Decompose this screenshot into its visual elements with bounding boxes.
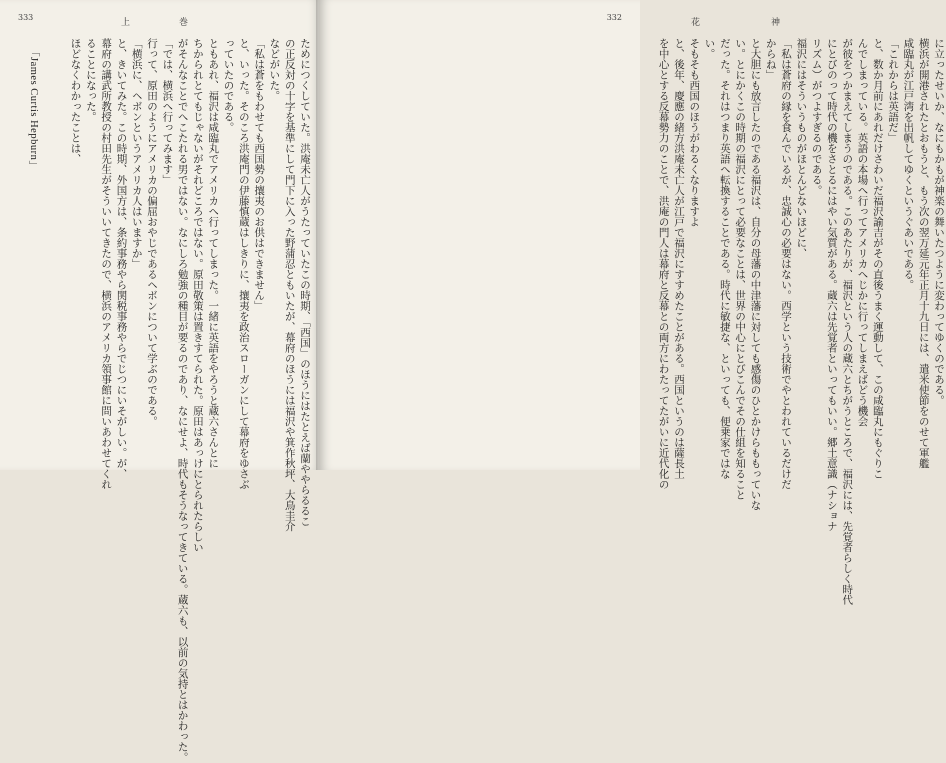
left-text-column: 「では、横浜へ行ってみます」 xyxy=(161,38,174,185)
left-text-column: の正反対の十字を基準にして門下に入った野蒲忍ともいたが、幕府のほうには福沢や箕作秋坪、大鳥圭介 xyxy=(283,38,296,532)
right-text-column: 横浜が開港されたとおもうと、もう次の翌万延元年正月十九日には、遣米使節をのせて軍艦 xyxy=(917,38,930,469)
right-text-column: に立ったせいか、なにもかもが神楽の舞いたつように変わってゆくのである。 xyxy=(933,38,945,406)
right-text-column: 福沢にはそういうものがほとんどないほどに、 xyxy=(795,38,808,259)
left-text-column: ためにつくしていた。洪庵未亡人がうたっていたこの時期、「西国」のほうにはたとえば蘭ややらるるこ xyxy=(299,38,311,527)
running-head-left-2: 巻 xyxy=(177,17,187,27)
left-text-column: と、きいてみた。この時期、外国方は、条約事務やら関税事務やらでじつにいそがしい。が、 xyxy=(115,38,128,479)
latin-name: 「James Curtis Hepburn」 xyxy=(28,46,39,172)
left-text-column: ほどなくわかったことは、 xyxy=(69,38,82,164)
right-text-column: を中心とする反幕勢力のことで、洪庵の門人は幕府と反幕との両方にわたってたがいに近代化の xyxy=(657,38,670,490)
page-number-left: 333 xyxy=(18,13,34,22)
left-text-column: ちかられとてもじゃないがそれどころではない。原田敬策は置きすてられた。原田はあっけにとられたらしい xyxy=(191,38,204,553)
running-head-right-1: 花 xyxy=(689,17,699,27)
right-text-column: と、数か月前にあれだけさわいだ福沢諭吉がその直後うまく運動して、この咸臨丸にもぐりこ xyxy=(871,38,884,479)
right-text-column: が彼をつかまえてしまうのである。このあたりが、福沢という人の蔵六とちがうところで、福沢には、先覚者らしく時代 xyxy=(841,38,854,605)
right-text-column: 「私は蒼府の縁を食んでいるが、忠誠心の必要はない。西学という技術でやとわれているだけだ xyxy=(780,38,793,490)
right-text-column: い。 xyxy=(703,38,716,59)
right-text-column: だった。それはつまり英語へ転換することである。時代に敏捷な、といっても、便乗家ではな xyxy=(718,38,731,479)
right-text-column: と、後年、慶應の緒方洪庵未亡人が江戸で福沢にすすめたことがある。西国というのは薩長土 xyxy=(672,38,685,479)
left-text-column: ることになった。 xyxy=(84,38,97,122)
left-text-column: がそんなことでへこたれる男ではない。なにしろ勉強の種目が要るのであり、なにせよ、時代もそうなってきている。蔵六も、以前の気持とはかわった。 xyxy=(176,38,189,763)
right-text-column: 「これからは英語だ」 xyxy=(887,38,900,143)
left-text-column: 行って、原田のようにアメリカの偏屈おやじであるヘボンについて学ぶのである。 xyxy=(146,38,159,427)
right-text-column: 咸臨丸が江戸湾を出帆してゆくというぐあいである。 xyxy=(902,38,915,290)
right-page-body xyxy=(650,38,946,605)
left-page-body xyxy=(14,38,312,763)
left-text-column: 「私は蒼をもわせても西国勢の攘夷のお供はできません」 xyxy=(253,38,266,311)
right-text-column: にとびのって時代の機をさとるにはやい気質がある。蔵六は先覚者といってもいい。郷土意識（ナショナ xyxy=(825,38,838,532)
right-text-column: からね」 xyxy=(764,38,777,80)
right-page xyxy=(320,0,945,605)
left-text-column: 幕府の講武所教授の村田先生がそういいてきたので、横浜のアメリカ領事館に問いあわせてくれ xyxy=(100,38,113,490)
left-text-column: などがいた。 xyxy=(268,38,281,101)
left-text-column: っていたのである。 xyxy=(222,38,235,133)
running-head-right-2: 神 xyxy=(769,17,779,27)
running-head-left-1: 上 xyxy=(119,17,129,27)
left-text-column: と、いった。そのころ洪庵門の伊藤慎蔵はしきりに、攘夷を政治スローガンにして幕府をゆさぶ xyxy=(237,38,250,490)
right-text-column: リズム）がつよすぎるのである。 xyxy=(810,38,823,196)
left-text-column: 「横浜に、ヘボンというアメリカ人はいますか」 xyxy=(130,38,143,269)
right-text-column: んでしまっている。英語の本場へ行ってアメリカへじかに行ってしまえばどう機会 xyxy=(856,38,869,427)
page-number-right: 332 xyxy=(606,13,622,22)
right-text-column: と大胆にも放言したのである福沢は、自分の母藩の中津藩に対しても感傷のひとかけらももっていな xyxy=(749,38,762,511)
right-text-column: そもそも西国のほうがわるくなりますよ xyxy=(688,38,701,227)
right-text-column: い。とにかくこの時期の福沢にとって必要なことは、世界の中心にとびこんでその仕組を知ること xyxy=(734,38,747,500)
left-page xyxy=(0,0,320,763)
left-text-column: ともあれ、福沢は咸臨丸でアメリカへ行ってしまった。一緒に英語をやろうと蔵六さんとに xyxy=(207,38,220,469)
